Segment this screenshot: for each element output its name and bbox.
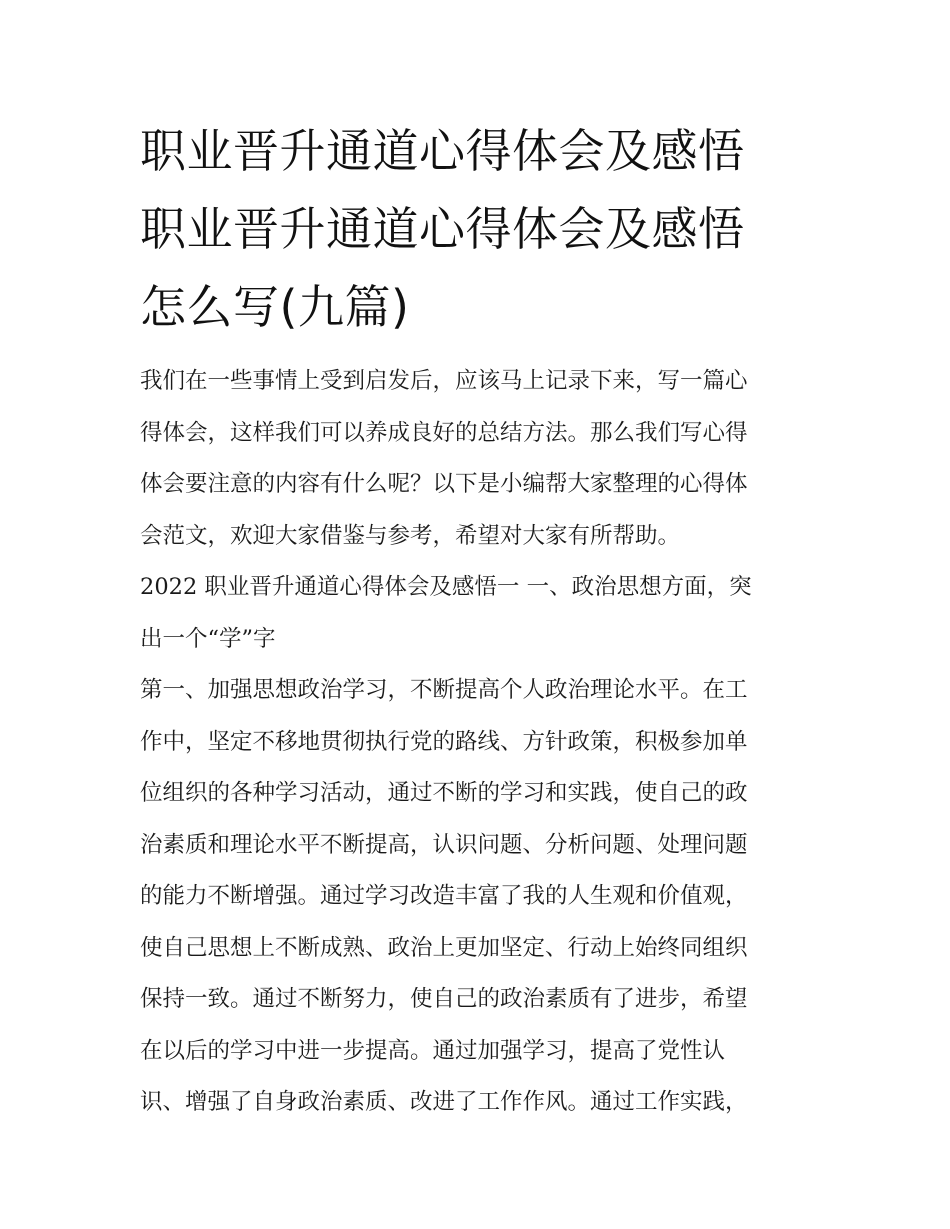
intro-line: 体会要注意的内容有什么呢？以下是小编帮大家整理的心得体 <box>140 471 748 497</box>
paragraph-line: 在以后的学习中进一步提高。通过加强学习，提高了党性认 <box>140 1037 726 1064</box>
section-heading-line: 2022 职业晋升通道心得体会及感悟一 一、政治思想方面，突 <box>140 574 752 600</box>
document-body <box>140 356 830 1129</box>
section-heading-line: 出一个“学”字 <box>140 625 276 652</box>
title-line-3: 怎么写(九篇) <box>140 280 410 334</box>
title-line-1: 职业晋升通道心得体会及感悟 <box>140 124 745 178</box>
title-line-2: 职业晋升通道心得体会及感悟 <box>140 202 745 256</box>
intro-line: 我们在一些事情上受到启发后，应该马上记录下来，写一篇心 <box>140 368 748 394</box>
intro-line: 会范文，欢迎大家借鉴与参考，希望对大家有所帮助。 <box>140 522 681 549</box>
paragraph-line: 治素质和理论水平不断提高，认识问题、分析问题、处理问题 <box>140 831 748 858</box>
intro-paragraph <box>140 356 830 562</box>
paragraph-line: 第一、加强思想政治学习，不断提高个人政治理论水平。在工 <box>140 677 748 703</box>
body-paragraph <box>140 665 830 1129</box>
intro-line: 得体会，这样我们可以养成良好的总结方法。那么我们写心得 <box>140 419 748 446</box>
paragraph-line: 作中，坚定不移地贯彻执行党的路线、方针政策，积极参加单 <box>140 728 748 755</box>
paragraph-line: 保持一致。通过不断努力，使自己的政治素质有了进步，希望 <box>140 986 748 1012</box>
section-heading <box>140 562 830 665</box>
paragraph-line: 的能力不断增强。通过学习改造丰富了我的人生观和价值观， <box>140 883 748 909</box>
paragraph-line: 使自己思想上不断成熟、政治上更加坚定、行动上始终同组织 <box>140 934 748 961</box>
paragraph-line: 识、增强了自身政治素质、改进了工作作风。通过工作实践， <box>140 1089 748 1115</box>
paragraph-line: 位组织的各种学习活动，通过不断的学习和实践，使自己的政 <box>140 780 748 806</box>
document-title <box>140 112 840 346</box>
